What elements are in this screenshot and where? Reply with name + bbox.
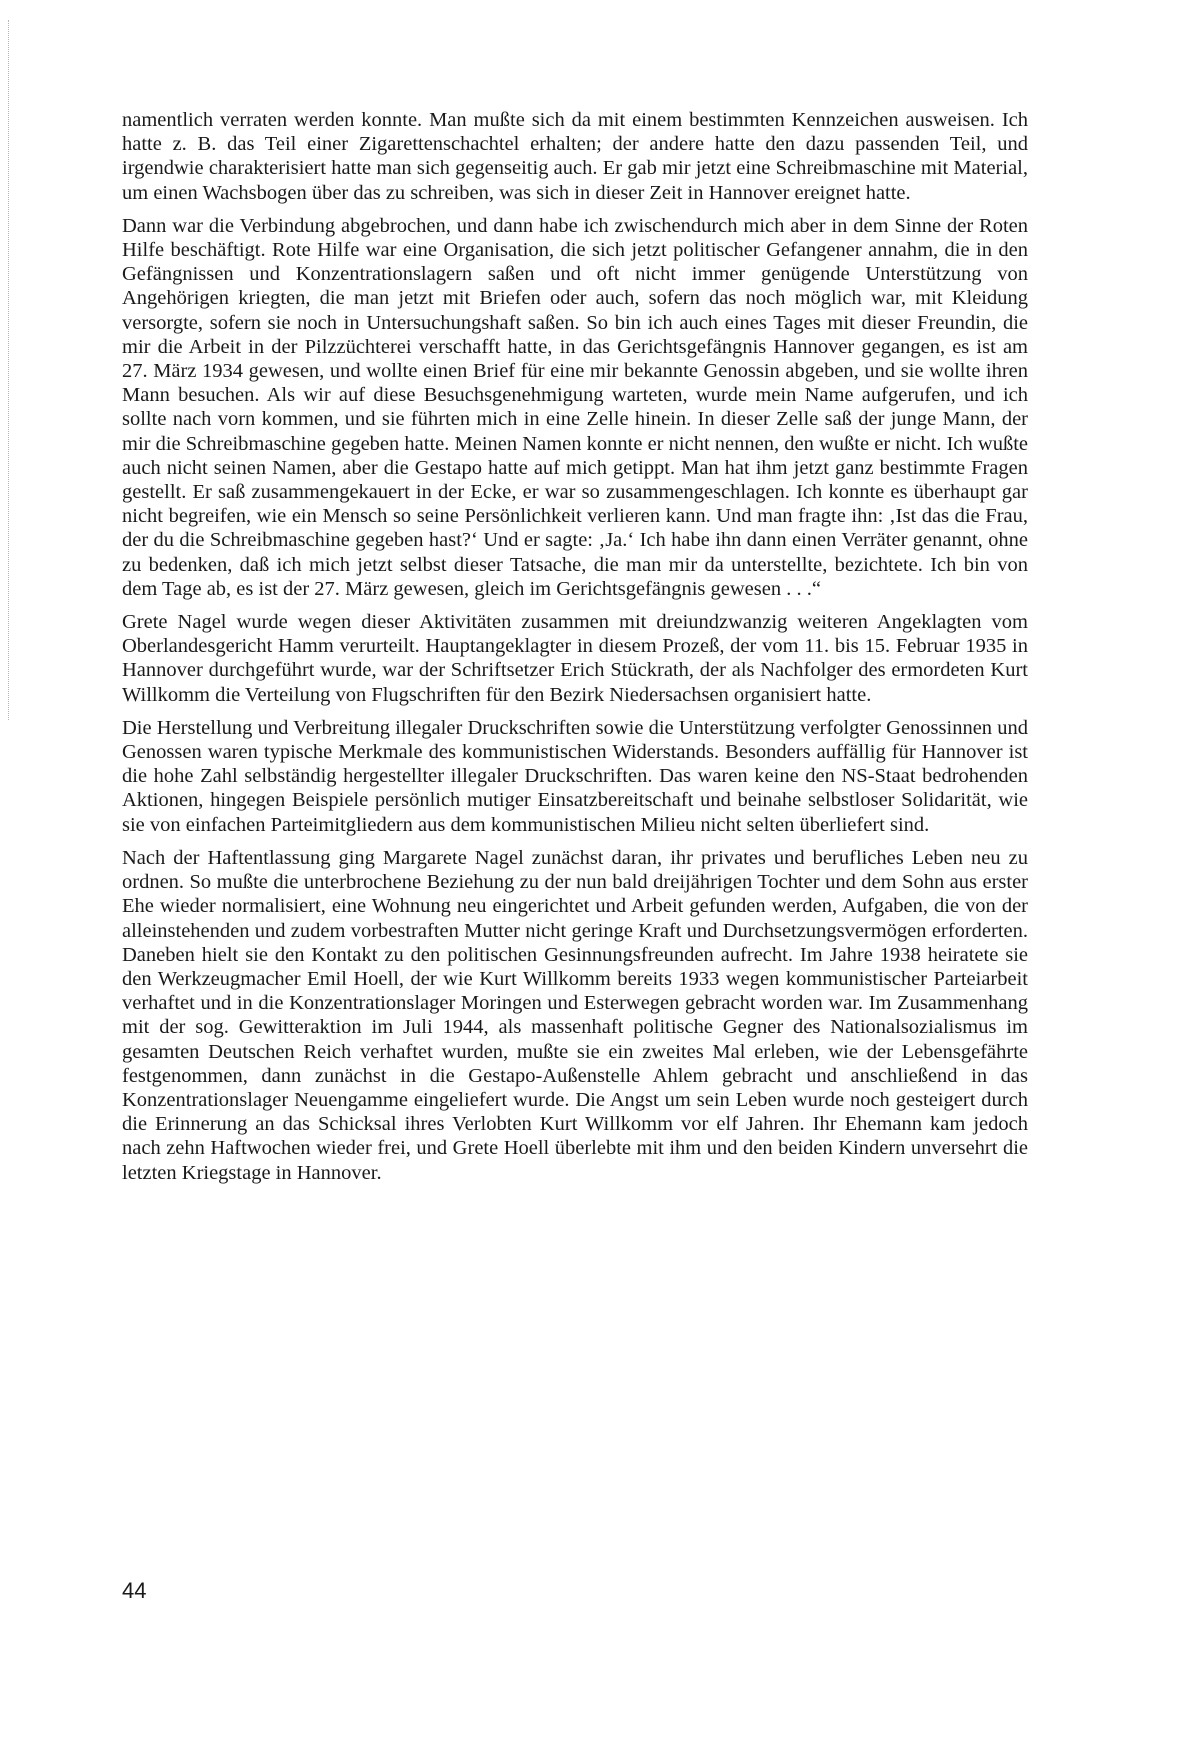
scan-edge-artifact [8, 20, 11, 720]
paragraph-3: Grete Nagel wurde wegen dieser Aktivitäten zusammen mit dreiundzwanzig weiteren Angeklagten vom Oberlandesgericht Hamm verurteilt. Hauptangeklagter in diesem Prozeß, der vom 11. bis 15. Februar 1935 in Hannover durchgeführt wurde, war der Schriftsetzer Erich Stückrath, der als Nachfolger des ermordeten Kurt Willkomm die Verteilung von Flugschriften für den Bezirk Niedersachsen organisiert hatte. [122, 611, 1028, 706]
paragraph-2: Dann war die Verbindung abgebrochen, und dann habe ich zwischendurch mich aber in dem Sinne der Roten Hilfe beschäftigt. Rote Hilfe war eine Organisation, die sich jetzt politischer Gefangener annahm, die in den Gefängnissen und Konzentrationslagern saßen und oft nicht immer genügende Unterstützung von Angehörigen kriegten, die man jetzt mit Briefen oder auch, sofern das noch möglich war, mit Kleidung versorgte, sofern sie noch in Untersuchungshaft saßen. So bin ich auch eines Tages mit dieser Freundin, die mir die Arbeit in der Pilzzüchterei verschafft hatte, in das Gerichtsgefängnis Hannover gegangen, es ist am 27. März 1934 gewesen, und wollte einen Brief für eine mir bekannte Genossin abgeben, und sie wollte ihren Mann besuchen. Als wir auf diese Besuchsgenehmigung warteten, wurde mein Name aufgerufen, und ich sollte nach vorn kommen, und sie führten mich in eine Zelle hinein. In dieser Zelle saß der junge Mann, der mir die Schreibmaschine gegeben hatte. Meinen Namen konnte er nicht nennen, den wußte er nicht. Ich wußte auch nicht seinen Namen, aber die Gestapo hatte auf mich getippt. Man hat ihm jetzt ganz bestimmte Fragen gestellt. Er saß zusammengekauert in der Ecke, er war so zusammengeschlagen. Ich konnte es überhaupt gar nicht begreifen, wie ein Mensch so seine Persönlichkeit verlieren kann. Und man fragte ihn: ‚Ist das die Frau, der du die Schreibmaschine gegeben hast?‘ Und er sagte: ‚Ja.‘ Ich habe ihn dann einen Verräter genannt, ohne zu bedenken, daß ich mich jetzt selbst dieser Tatsache, die man mir da unterstellte, bezichtete. Ich bin von dem Tage ab, es ist der 27. März gewesen, gleich im Gerichtsgefängnis gewesen . . .“ [122, 214, 1028, 600]
paragraph-4: Die Herstellung und Verbreitung illegaler Druckschriften sowie die Unterstützung verfolgter Genossinnen und Genossen waren typische Merkmale des kommunistischen Widerstands. Besonders auffällig für Hannover ist die hohe Zahl selbständig hergestellter illegaler Druckschriften. Das waren keine den NS-Staat bedrohenden Aktionen, hingegen Beispiele persönlich mutiger Einsatzbereitschaft und beinahe selbstloser Solidarität, wie sie von einfachen Parteimitgliedern aus dem kommunistischen Milieu nicht selten überliefert sind. [122, 716, 1028, 836]
body-text [122, 108, 1028, 1194]
paragraph-5: Nach der Haftentlassung ging Margarete Nagel zunächst daran, ihr privates und berufliches Leben neu zu ordnen. So mußte die unterbrochene Beziehung zu der nun bald dreijährigen Tochter und dem Sohn aus erster Ehe wieder normalisiert, eine Wohnung neu eingerichtet und Arbeit gefunden werden, Aufgaben, die von der alleinstehenden und zudem vorbestraften Mutter nicht geringe Kraft und Durchsetzungsvermögen erforderten. Daneben hielt sie den Kontakt zu den politischen Gesinnungsfreunden aufrecht. Im Jahre 1938 heiratete sie den Werkzeugmacher Emil Hoell, der wie Kurt Willkomm bereits 1933 wegen kommunistischer Parteiarbeit verhaftet und in die Konzentrationslager Moringen und Esterwegen gebracht worden war. Im Zusammenhang mit der sog. Gewitteraktion im Juli 1944, als massenhaft politische Gegner des Nationalsozialismus im gesamten Deutschen Reich verhaftet wurden, mußte sie ein zweites Mal erleben, wie der Lebensgefährte festgenommen, dann zunächst in die Gestapo-Außenstelle Ahlem gebracht und anschließend in das Konzentrationslager Neuengamme eingeliefert wurde. Die Angst um sein Leben wurde noch gesteigert durch die Erinnerung an das Schicksal ihres Verlobten Kurt Willkomm vor elf Jahren. Ihr Ehemann kam jedoch nach zehn Haftwochen wieder frei, und Grete Hoell überlebte mit ihm und den beiden Kindern unversehrt die letzten Kriegstage in Hannover. [122, 846, 1028, 1184]
page-number: 44 [122, 1578, 147, 1603]
paragraph-1: namentlich verraten werden konnte. Man mußte sich da mit einem bestimmten Kennzeichen ausweisen. Ich hatte z. B. das Teil einer Zigarettenschachtel erhalten; der andere hatte den dazu passenden Teil, und irgendwie charakterisiert hatte man sich gegenseitig auch. Er gab mir jetzt eine Schreibmaschine mit Material, um einen Wachsbogen über das zu schreiben, was sich in dieser Zeit in Hannover ereignet hatte. [122, 109, 1028, 204]
